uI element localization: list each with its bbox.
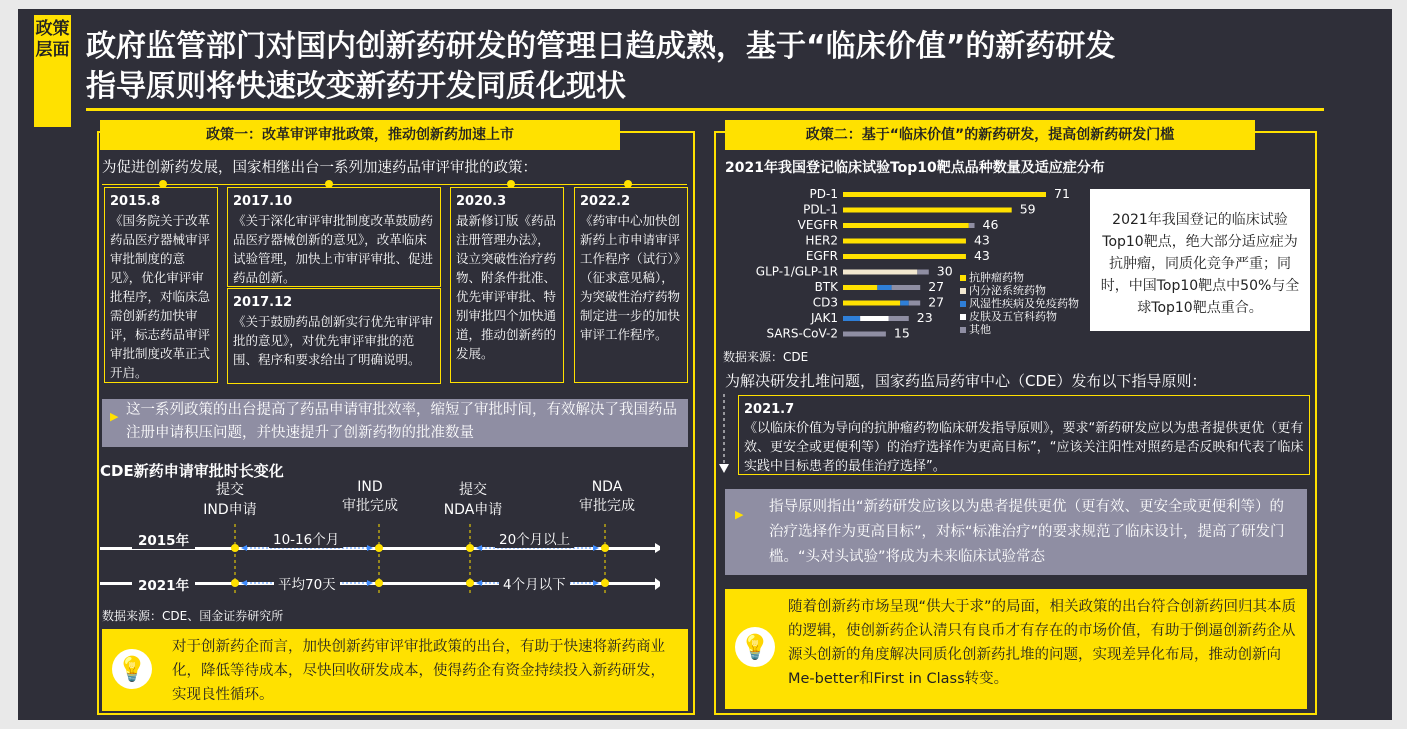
bar-value-label: 59 <box>1019 201 1036 217</box>
bar-segment <box>892 285 921 290</box>
milestone-ind-submit: 提交 IND申请 <box>203 482 257 518</box>
bar-segment <box>877 285 891 290</box>
section-tag: 政策层面 <box>34 15 71 127</box>
legend-swatch <box>960 314 966 320</box>
bar-segment <box>843 270 917 275</box>
policy-item-2017-10 <box>227 187 441 287</box>
policy-text: 最新修订版《药品注册管理办法》，设立突破性治疗药物、附条件批准、优先审评审批、特别审批四个加快通道，推动创新药的发展。 <box>456 213 557 361</box>
title-line-2: 指导原则将快速改变新药开发同质化现状 <box>86 69 626 104</box>
policy2-conclusion <box>725 589 1307 709</box>
bar-category-label: PDL-1 <box>803 202 838 217</box>
bar-segment <box>969 223 975 228</box>
legend-swatch <box>960 301 966 307</box>
bar-value-label: 23 <box>916 310 933 325</box>
legend-label: 抗肿瘤药物 <box>969 271 1024 284</box>
policy-date: 2015.8 <box>110 194 161 209</box>
guide-intro: 为解决研发扎堆问题，国家药监局药审中心（CDE）发布以下指导原则： <box>725 372 1207 390</box>
ind-duration-2021: 平均70天 <box>274 573 340 593</box>
policy1-summary <box>102 399 688 447</box>
policy2-summary-text: 指导原则指出“新药研发应该以为患者提供更优（更有效、更安全或更便利等）的治疗选择作为更高目标”，对标“标准治疗”的要求规范了临床设计，提高了研发门槛。“头对头试验”将成为未来临床试验常态 <box>769 499 1285 565</box>
policy-timeline-line <box>102 184 687 185</box>
policy-text: 《关于深化审评审批制度改革鼓励药品医疗器械创新的意见》，改革临床试验管理，加快上市审评审批、促进药品创新。 <box>233 213 434 285</box>
policy-item-2020 <box>450 187 564 383</box>
nda-duration-2015: 20个月以上 <box>495 528 574 548</box>
bar-category-label: BTK <box>814 280 838 294</box>
bar-category-label: PD-1 <box>809 187 838 201</box>
policy-date: 2017.10 <box>233 194 293 209</box>
bar-category-label: HER2 <box>805 233 838 248</box>
guide-box <box>738 395 1310 475</box>
bar-category-label: GLP-1/GLP-1R <box>755 264 838 279</box>
legend-swatch <box>960 288 966 294</box>
guide-date: 2021.7 <box>744 402 795 417</box>
bullet-arrow-icon: ▶ <box>735 508 744 521</box>
year-2021: 2021年 <box>132 574 195 594</box>
legend-label: 内分泌系统药物 <box>969 284 1046 297</box>
chart-source: 数据来源：CDE <box>723 350 809 364</box>
bar-category-label: CD3 <box>812 295 838 310</box>
policy-text: 《国务院关于改革药品医疗器械审评审批制度的意见》，优化审评审批程序，对临床急需创新药加快审评，标志药品审评审批制度改革正式开启。 <box>110 213 211 380</box>
policy-date: 2022.2 <box>580 194 631 209</box>
bar-segment <box>917 270 928 275</box>
bar-segment <box>843 285 877 290</box>
chart-note: 2021年我国登记的临床试验Top10靶点，绝大部分适应症为抗肿瘤，同质化竞争严重；同时，中国Top10靶点中50%与全球Top10靶点重合。 <box>1090 189 1310 331</box>
chart-title: 2021年我国登记临床试验Top10靶点品种数量及适应症分布 <box>725 160 1105 176</box>
title-underline <box>86 108 1324 111</box>
milestone-nda-submit: 提交 NDA申请 <box>443 482 503 518</box>
ind-duration-2015: 10-16个月 <box>269 528 343 548</box>
policy2-conclusion-text: 随着创新药市场呈现“供大于求”的局面，相关政策的出台符合创新药回归其本质的逻辑，使创新药企认清只有良币才有存在的市场价值，有助于倒逼创新药企从源头创新的角度解决同质化创新药扎堆的问题，实现差异化布局，推动创新向Me-better和First in Class转变。 <box>788 599 1297 687</box>
milestone-ind-approve: IND 审批完成 <box>342 479 398 514</box>
bar-segment <box>889 316 909 321</box>
guide-text: 《以临床价值为导向的抗肿瘤药物临床研发指导原则》，要求“新药研发应以为患者提供更优（更有效、更安全或更便利等）的治疗选择作为更高目标”，“应该关注阳性对照药是否反映和代表了临床实践中目标患者的最佳治疗选择”。 <box>744 421 1304 474</box>
legend-label: 风湿性疾病及免疫药物 <box>969 297 1079 310</box>
year-2015: 2015年 <box>132 529 195 549</box>
bar-value-label: 43 <box>973 248 990 263</box>
policy-item-2017-12 <box>227 288 441 384</box>
bar-segment <box>843 301 900 306</box>
slide <box>18 9 1392 720</box>
bar-value-label: 27 <box>928 279 945 294</box>
title-line-1: 政府监管部门对国内创新药研发的管理日趋成熟，基于“临床价值”的新药研发 <box>86 29 1116 64</box>
legend-swatch <box>960 327 966 333</box>
bar-value-label: 71 <box>1054 186 1070 201</box>
policy2-heading: 政策二：基于“临床价值”的新药研发，提高创新药研发门槛 <box>725 120 1255 150</box>
bar-value-label: 46 <box>982 217 999 232</box>
lightbulb-icon: 💡 <box>112 649 152 689</box>
policy1-intro: 为促进创新药发展，国家相继出台一系列加速药品审评审批的政策： <box>102 160 537 176</box>
bar-segment <box>843 239 966 244</box>
bar-category-label: EGFR <box>805 249 838 263</box>
policy1-conclusion-text: 对于创新药企而言，加快创新药审评审批政策的出台，有助于快速将新药商业化，降低等待成本，尽快回收研发成本，使得药企有资金持续投入新药研发，实现良性循环。 <box>172 639 665 703</box>
policy-date: 2017.12 <box>233 295 293 310</box>
policy-text: 《关于鼓励药品创新实行优先审评审批的意见》，对优先审评审批的范围、程序和要求给出了明确说明。 <box>233 314 434 367</box>
policy1-conclusion <box>102 629 688 711</box>
lightbulb-icon: 💡 <box>735 627 775 667</box>
policy-item-2022 <box>574 187 688 383</box>
nda-duration-2021: 4个月以下 <box>499 573 570 593</box>
timeline-title: CDE新药申请审批时长变化 <box>100 462 284 480</box>
legend-swatch <box>960 275 966 281</box>
bar-category-label: SARS-CoV-2 <box>766 326 838 341</box>
bar-segment <box>843 223 969 228</box>
policy2-summary <box>725 489 1307 575</box>
timeline-source: 数据来源：CDE、国金证券研究所 <box>102 609 284 623</box>
bar-category-label: VEGFR <box>797 218 838 232</box>
bar-segment <box>843 316 860 321</box>
bar-segment <box>843 254 966 259</box>
policy-item-2015 <box>104 187 218 383</box>
bar-segment <box>909 301 920 306</box>
guide-timeline-arrow <box>718 394 732 474</box>
legend-label: 皮肤及五官科药物 <box>969 310 1057 323</box>
bar-segment <box>900 301 909 306</box>
bar-value-label: 43 <box>973 232 990 248</box>
bar-segment <box>860 316 889 321</box>
bar-segment <box>843 192 1046 197</box>
policy1-summary-text: 这一系列政策的出台提高了药品申请审批效率，缩短了审批时间，有效解决了我国药品注册申请积压问题，并快速提升了创新药物的批准数量 <box>126 402 677 441</box>
bar-segment <box>843 208 1012 213</box>
bar-segment <box>843 332 886 337</box>
page-title <box>86 27 1336 107</box>
policy-date: 2020.3 <box>456 194 507 209</box>
bar-value-label: 15 <box>893 325 910 341</box>
bar-value-label: 30 <box>936 263 953 279</box>
policy-text: 《药审中心加快创新药上市申请审评工作程序（试行）》（征求意见稿），为突破性治疗药物制定进一步的加快审评工作程序。 <box>580 213 681 342</box>
bullet-arrow-icon: ▶ <box>110 410 119 423</box>
policy1-heading: 政策一：改革审评审批政策，推动创新药加速上市 <box>100 120 620 150</box>
legend-label: 其他 <box>969 323 991 336</box>
legend-item <box>960 321 991 337</box>
bar-category-label: JAK1 <box>810 311 838 325</box>
milestone-nda-approve: NDA 审批完成 <box>579 479 635 514</box>
bar-value-label: 27 <box>928 294 945 310</box>
